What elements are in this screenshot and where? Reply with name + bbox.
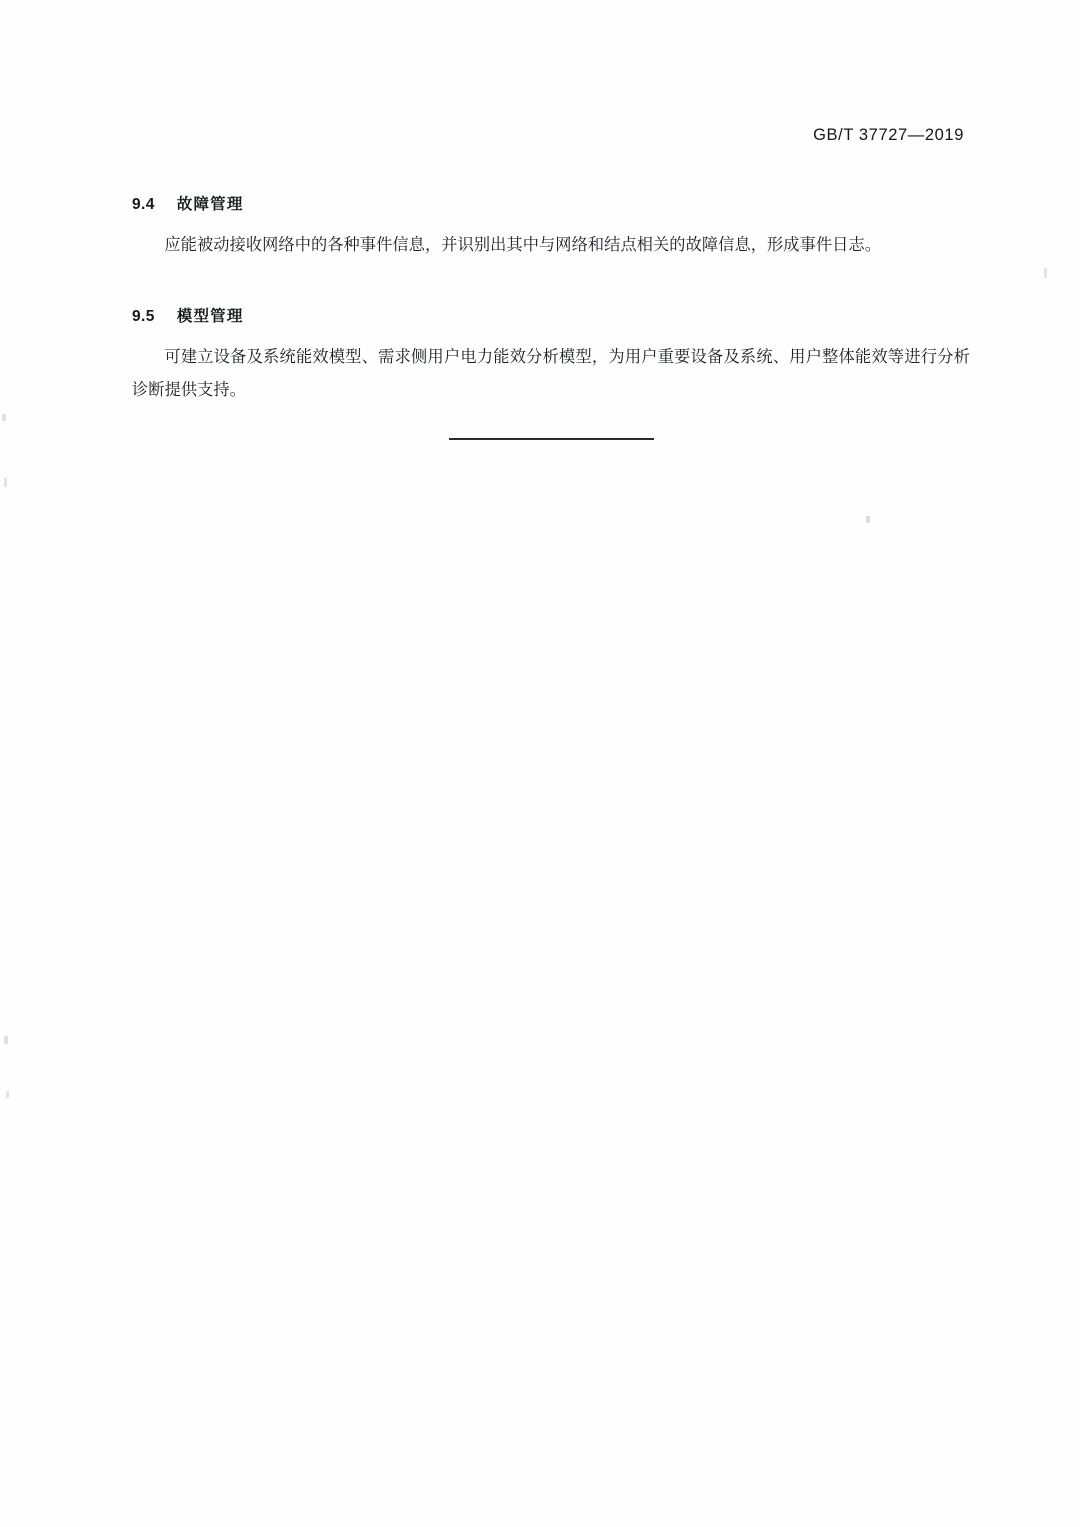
clause-body-9-5: 可建立设备及系统能效模型、需求侧用户电力能效分析模型，为用户重要设备及系统、用户整体能效等进行分析诊断提供支持。 bbox=[132, 347, 970, 399]
clause-title-9-4: 故障管理 bbox=[176, 195, 244, 213]
clause-body-9-4: 应能被动接收网络中的各种事件信息，并识别出其中与网络和结点相关的故障信息，形成事件日志。 bbox=[164, 235, 882, 254]
standard-number-header: GB/T 37727—2019 bbox=[813, 126, 964, 144]
clause-number-9-4: 9.4 bbox=[132, 196, 155, 213]
clause-title-9-5: 模型管理 bbox=[176, 307, 244, 325]
scan-artifact bbox=[1044, 268, 1047, 278]
scan-artifact bbox=[866, 516, 870, 523]
clause-number-9-5: 9.5 bbox=[132, 308, 155, 325]
scan-artifact bbox=[6, 1091, 9, 1098]
scan-artifact bbox=[4, 478, 7, 487]
scan-artifact bbox=[2, 414, 6, 421]
clause-heading-9-5 bbox=[132, 304, 244, 326]
clause-heading-9-4 bbox=[132, 192, 244, 214]
section-end-rule bbox=[449, 438, 654, 440]
scan-artifact bbox=[4, 1036, 8, 1044]
